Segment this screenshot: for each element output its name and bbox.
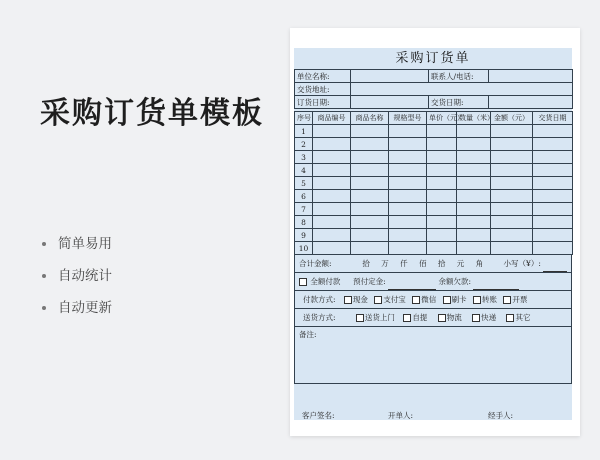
items-header-row — [295, 112, 573, 125]
table-cell — [457, 125, 491, 138]
col-header: 商品名称 — [351, 112, 389, 125]
table-cell — [457, 242, 491, 255]
checkbox-icon[interactable] — [356, 314, 364, 322]
table-row — [295, 138, 573, 151]
table-cell — [533, 151, 573, 164]
table-cell — [533, 164, 573, 177]
table-cell — [491, 216, 533, 229]
table-row — [295, 164, 573, 177]
header-info-table — [294, 69, 573, 109]
table-row — [295, 151, 573, 164]
table-cell — [351, 125, 389, 138]
unit-name-value — [351, 70, 429, 83]
total-unit: 角 — [475, 259, 484, 268]
checkbox-icon[interactable] — [506, 314, 514, 322]
address-value — [351, 83, 573, 96]
table-cell — [491, 151, 533, 164]
table-row — [295, 242, 573, 255]
row-number: 7 — [295, 203, 313, 216]
remarks-label: 备注: — [299, 330, 317, 339]
table-cell — [457, 203, 491, 216]
table-cell — [351, 242, 389, 255]
table-cell — [313, 125, 351, 138]
row-number: 10 — [295, 242, 313, 255]
table-cell — [457, 229, 491, 242]
table-cell — [313, 242, 351, 255]
bullet-icon — [42, 242, 46, 246]
bullet-icon — [42, 274, 46, 278]
col-header: 商品编号 — [313, 112, 351, 125]
checkbox-icon[interactable] — [374, 296, 382, 304]
table-cell — [533, 138, 573, 151]
checkbox-icon[interactable] — [412, 296, 420, 304]
row-number: 3 — [295, 151, 313, 164]
table-cell — [491, 190, 533, 203]
table-cell — [427, 125, 457, 138]
col-header: 数量（米） — [457, 112, 491, 125]
checkbox-icon[interactable] — [443, 296, 451, 304]
table-cell — [389, 164, 427, 177]
table-cell — [351, 216, 389, 229]
table-cell — [313, 229, 351, 242]
table-cell — [427, 216, 457, 229]
table-cell — [427, 164, 457, 177]
total-row — [294, 255, 572, 273]
table-cell — [389, 177, 427, 190]
address-label: 交货地址: — [295, 83, 351, 96]
form-preview — [290, 28, 580, 436]
payment-option: 转账 — [481, 295, 497, 304]
table-cell — [389, 125, 427, 138]
delivery-date-value — [489, 96, 573, 109]
table-cell — [457, 190, 491, 203]
delivery-option: 自提 — [412, 313, 428, 322]
table-cell — [389, 138, 427, 151]
table-cell — [491, 125, 533, 138]
col-header: 金额（元） — [491, 112, 533, 125]
delivery-label: 送货方式: — [303, 313, 336, 322]
table-cell — [313, 151, 351, 164]
checkbox-icon[interactable] — [299, 278, 307, 286]
total-unit: 拾 — [362, 259, 370, 268]
delivery-date-label: 交货日期: — [429, 96, 489, 109]
delivery-option: 其它 — [515, 313, 531, 322]
checkbox-icon[interactable] — [344, 296, 352, 304]
contact-value — [489, 70, 573, 83]
delivery-row — [294, 309, 572, 327]
balance-label: 余额欠款: — [438, 277, 472, 286]
table-cell — [313, 216, 351, 229]
table-cell — [533, 177, 573, 190]
feature-list — [40, 234, 112, 330]
items-table — [294, 111, 573, 255]
table-cell — [351, 138, 389, 151]
table-cell — [351, 203, 389, 216]
table-cell — [389, 203, 427, 216]
page-title: 采购订货单模板 — [40, 96, 264, 131]
table-cell — [351, 177, 389, 190]
total-unit: 拾 — [437, 259, 446, 268]
issuer-label: 开单人: — [388, 411, 414, 420]
total-unit: 仟 — [400, 259, 408, 268]
table-cell — [491, 138, 533, 151]
table-cell — [457, 177, 491, 190]
table-cell — [313, 190, 351, 203]
table-row — [295, 125, 573, 138]
checkbox-icon[interactable] — [403, 314, 411, 322]
deposit-label: 预付定金: — [353, 277, 386, 286]
total-label: 合计金额: — [299, 259, 332, 268]
table-cell — [491, 164, 533, 177]
payment-option: 支付宝 — [383, 295, 406, 304]
unit-name-label: 单位名称: — [295, 70, 351, 83]
table-cell — [427, 190, 457, 203]
table-cell — [457, 138, 491, 151]
table-cell — [313, 138, 351, 151]
table-row — [295, 216, 573, 229]
customer-sign-label: 客户签名: — [302, 411, 335, 420]
feature-item — [40, 266, 112, 298]
contact-label: 联系人/电话: — [429, 70, 489, 83]
table-cell — [491, 242, 533, 255]
col-header: 交货日期 — [533, 112, 573, 125]
payment-option: 微信 — [421, 295, 437, 304]
table-cell — [389, 190, 427, 203]
handler-label: 经手人: — [488, 411, 514, 420]
table-cell — [351, 229, 389, 242]
total-unit: 佰 — [418, 259, 427, 268]
table-row — [295, 203, 573, 216]
table-cell — [351, 151, 389, 164]
table-row — [295, 190, 573, 203]
table-cell — [313, 203, 351, 216]
table-row — [295, 177, 573, 190]
payment-label: 付款方式: — [303, 295, 336, 304]
row-number: 5 — [295, 177, 313, 190]
row-number: 6 — [295, 190, 313, 203]
table-cell — [389, 242, 427, 255]
full-payment-label: 全额付款 — [310, 277, 341, 286]
table-cell — [351, 190, 389, 203]
table-cell — [427, 229, 457, 242]
table-cell — [533, 125, 573, 138]
table-cell — [313, 164, 351, 177]
table-cell — [457, 164, 491, 177]
table-cell — [533, 203, 573, 216]
payment-option: 现金 — [352, 295, 368, 304]
col-header: 单价（元） — [427, 112, 457, 125]
delivery-option: 物流 — [446, 313, 462, 322]
row-number: 4 — [295, 164, 313, 177]
table-cell — [533, 242, 573, 255]
table-cell — [427, 203, 457, 216]
table-cell — [351, 164, 389, 177]
table-cell — [491, 203, 533, 216]
row-number: 1 — [295, 125, 313, 138]
table-cell — [427, 177, 457, 190]
col-header: 序号 — [295, 112, 313, 125]
feature-label: 自动统计 — [58, 268, 112, 284]
row-number: 9 — [295, 229, 313, 242]
row-number: 8 — [295, 216, 313, 229]
delivery-option: 快递 — [481, 313, 497, 322]
table-cell — [427, 151, 457, 164]
bullet-icon — [42, 306, 46, 310]
checkbox-icon[interactable] — [472, 314, 480, 322]
table-cell — [533, 216, 573, 229]
payment-option: 开票 — [512, 295, 528, 304]
checkbox-icon[interactable] — [473, 296, 481, 304]
checkbox-icon[interactable] — [503, 296, 511, 304]
total-unit: 万 — [381, 259, 389, 268]
table-cell — [491, 177, 533, 190]
table-cell — [457, 151, 491, 164]
payment-option: 刷卡 — [451, 295, 467, 304]
form-title: 采购订货单 — [395, 51, 471, 66]
feature-item — [40, 298, 112, 330]
total-unit: 元 — [456, 259, 465, 268]
table-cell — [389, 151, 427, 164]
table-cell — [427, 138, 457, 151]
table-cell — [313, 177, 351, 190]
feature-item — [40, 234, 112, 266]
order-form — [294, 48, 572, 420]
col-header: 规格型号 — [389, 112, 427, 125]
table-cell — [457, 216, 491, 229]
table-cell — [533, 190, 573, 203]
delivery-option: 送货上门 — [364, 313, 395, 322]
order-date-label: 订货日期: — [295, 96, 351, 109]
row-number: 2 — [295, 138, 313, 151]
table-cell — [491, 229, 533, 242]
remarks-area — [294, 327, 572, 384]
table-row — [295, 229, 573, 242]
checkbox-icon[interactable] — [438, 314, 446, 322]
deposit-row — [294, 273, 572, 291]
feature-label: 简单易用 — [58, 236, 112, 252]
payment-row — [294, 291, 572, 309]
order-date-value — [351, 96, 429, 109]
feature-label: 自动更新 — [58, 300, 112, 316]
lower-case-label: 小写（¥）: — [503, 259, 541, 268]
table-cell — [533, 229, 573, 242]
table-cell — [389, 229, 427, 242]
table-cell — [389, 216, 427, 229]
table-cell — [427, 242, 457, 255]
